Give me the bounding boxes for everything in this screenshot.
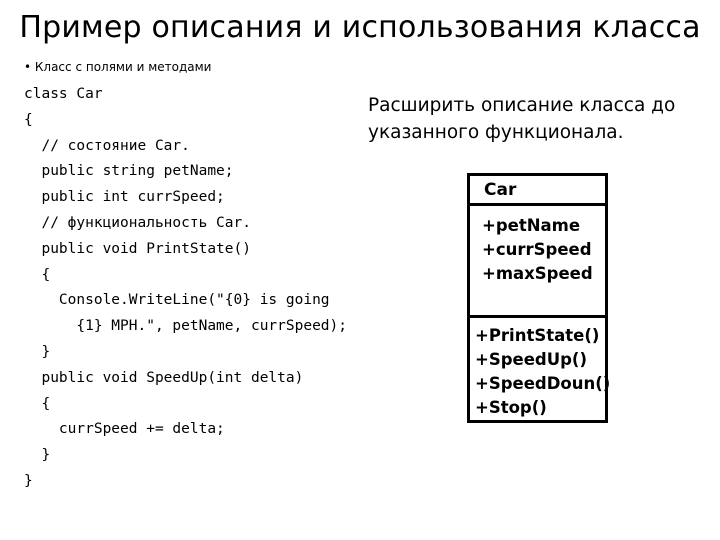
code-line: {1} MPH.", petName, currSpeed);	[24, 318, 348, 335]
uml-operation: +Stop()	[475, 398, 547, 417]
uml-operation: +SpeedDoun()	[475, 374, 611, 393]
code-line: }	[24, 472, 33, 489]
code-line: {	[24, 266, 51, 283]
code-line: Console.WriteLine("{0} is going	[24, 292, 330, 309]
code-line: {	[24, 111, 33, 128]
code-line: }	[24, 447, 51, 464]
code-line: class Car	[24, 86, 103, 102]
task-note-line-1: Расширить описание класса до	[368, 95, 676, 116]
bullet-text: • Класс с полями и методами	[24, 60, 212, 74]
uml-attribute: +petName	[482, 216, 581, 235]
code-line: {	[24, 395, 51, 412]
code-line: public void PrintState()	[24, 240, 251, 257]
uml-operations	[470, 318, 611, 420]
slide-title: Пример описания и использования класса	[19, 10, 701, 45]
code-line: // состояние Car.	[24, 137, 190, 154]
task-note	[368, 92, 675, 146]
code-line: // функциональность Car.	[24, 214, 251, 231]
uml-attribute: +maxSpeed	[482, 264, 593, 283]
code-line: public void SpeedUp(int delta)	[24, 369, 304, 386]
uml-attributes	[470, 206, 605, 318]
uml-operation: +SpeedUp()	[475, 350, 588, 369]
uml-operation: +PrintState()	[475, 326, 600, 345]
uml-class-name: Car	[470, 176, 605, 206]
uml-class-diagram	[467, 173, 611, 423]
code-line: currSpeed += delta;	[24, 421, 225, 438]
code-line: }	[24, 343, 51, 360]
uml-attribute: +currSpeed	[482, 240, 592, 259]
task-note-line-2: указанного функционала.	[368, 122, 624, 143]
code-line: public string petName;	[24, 163, 234, 180]
code-block	[24, 82, 347, 495]
code-line: public int currSpeed;	[24, 189, 225, 206]
